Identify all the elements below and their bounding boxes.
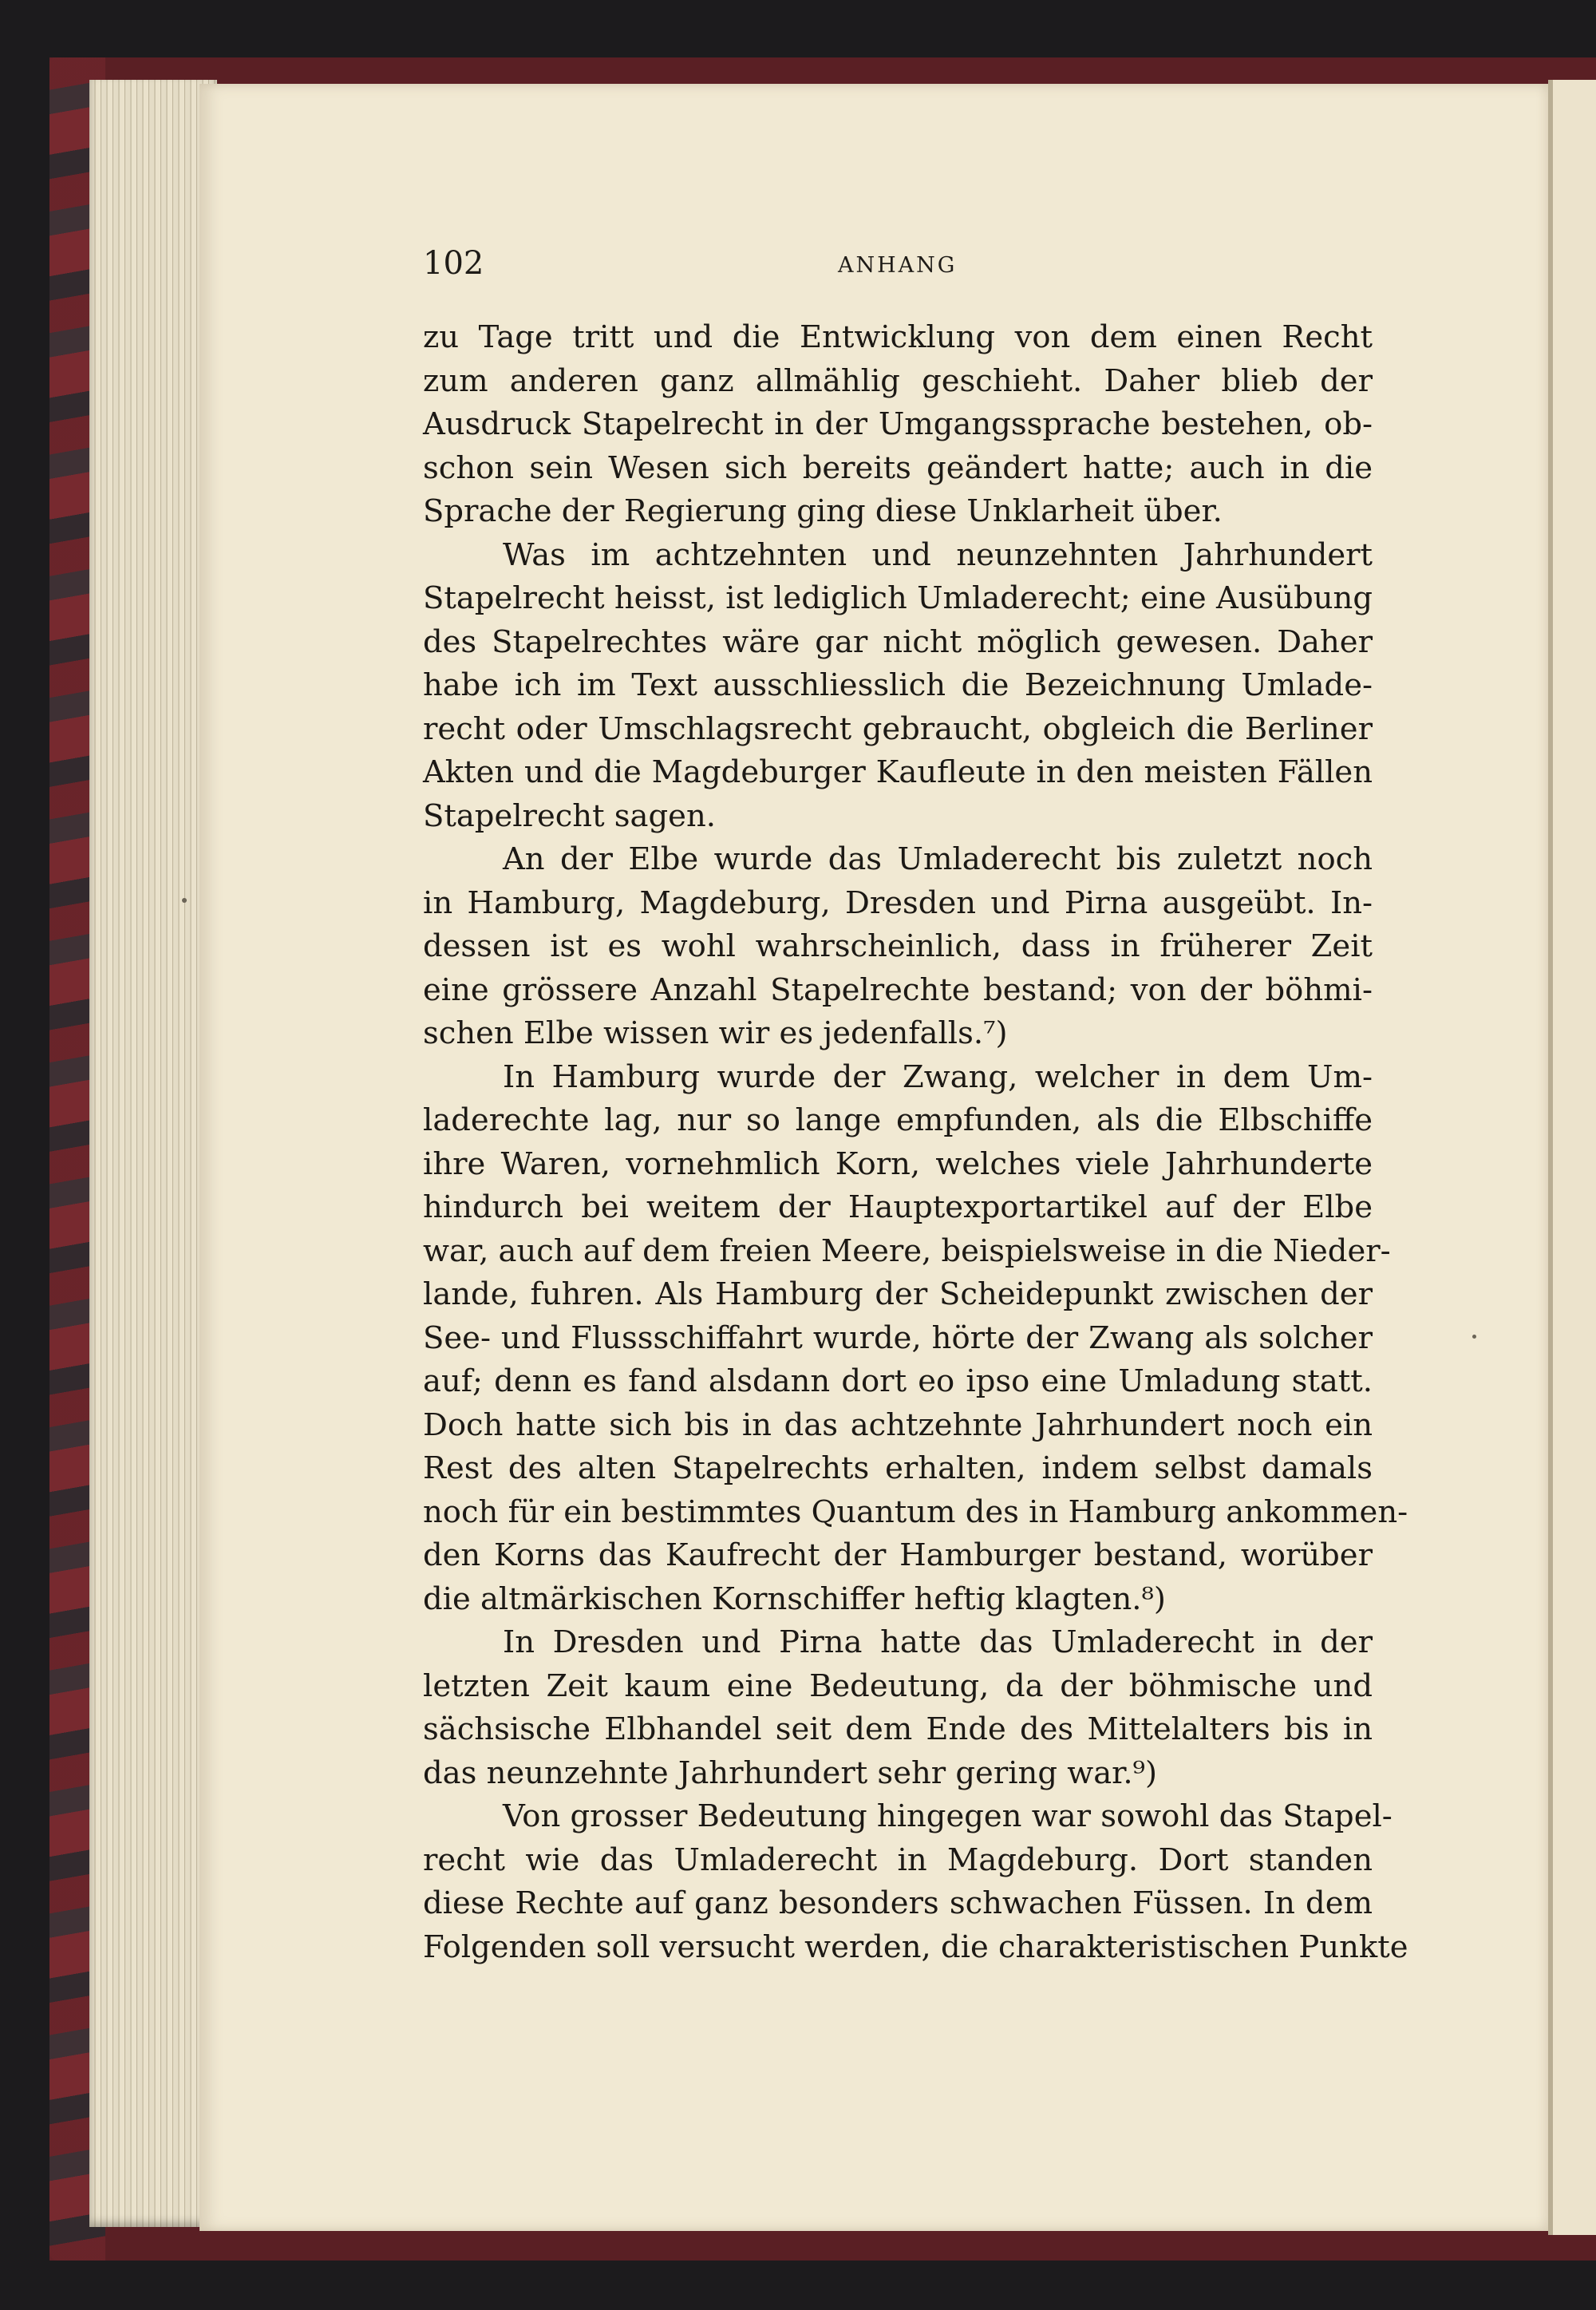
text-line: diese Rechte auf ganz besonders schwachen Füssen. In dem: [423, 1885, 1373, 1921]
text-line: des Stapelrechtes wäre gar nicht möglich gewesen. Daher: [423, 623, 1373, 660]
text-line: eine grössere Anzahl Stapelrechte bestand; von der böhmi-: [423, 971, 1373, 1008]
text-line: Sprache der Regierung ging diese Unklarheit über.: [423, 493, 1223, 529]
text-line: In Dresden und Pirna hatte das Umladerecht in der: [503, 1624, 1373, 1660]
text-line: recht oder Umschlagsrecht gebraucht, obgleich die Berliner: [423, 710, 1373, 747]
text-line: das neunzehnte Jahrhundert sehr gering war.⁹): [423, 1754, 1158, 1791]
page-edges: [89, 80, 217, 2227]
text-line: den Korns das Kaufrecht der Hamburger bestand, worüber: [423, 1537, 1373, 1573]
text-line: Ausdruck Stapelrecht in der Umgangssprache bestehen, ob-: [423, 406, 1373, 442]
text-line: Doch hatte sich bis in das achtzehnte Jahrhundert noch ein: [423, 1406, 1373, 1443]
text-line: die altmärkischen Kornschiffer heftig klagten.⁸): [423, 1580, 1166, 1617]
text-line: laderechte lag, nur so lange empfunden, als die Elbschiffe: [423, 1102, 1373, 1138]
text-line: schon sein Wesen sich bereits geändert hatte; auch in die: [423, 449, 1373, 486]
body-text: [423, 316, 1408, 1969]
text-line: ihre Waren, vornehmlich Korn, welches viele Jahrhunderte: [423, 1145, 1373, 1182]
facing-page-edge: [1548, 80, 1596, 2235]
text-line: war, auch auf dem freien Meere, beispielsweise in die Nieder-: [423, 1232, 1391, 1269]
text-line: Folgenden soll versucht werden, die charakteristischen Punkte: [423, 1928, 1408, 1965]
text-line: recht wie das Umladerecht in Magdeburg. Dort standen: [423, 1841, 1373, 1878]
text-line: Stapelrecht sagen.: [423, 797, 716, 834]
paper-speck: [182, 898, 187, 903]
text-line: hindurch bei weitem der Hauptexportartikel auf der Elbe: [423, 1189, 1373, 1225]
text-line: dessen ist es wohl wahrscheinlich, dass in früherer Zeit: [423, 928, 1373, 964]
text-line: Stapelrecht heisst, ist lediglich Umladerecht; eine Ausübung: [423, 580, 1373, 616]
text-line: See- und Flussschiffahrt wurde, hörte der Zwang als solcher: [423, 1319, 1373, 1356]
text-line: habe ich im Text ausschliesslich die Bezeichnung Umlade-: [423, 667, 1373, 703]
text-line: sächsische Elbhandel seit dem Ende des Mittelalters bis in: [423, 1711, 1373, 1747]
text-line: noch für ein bestimmtes Quantum des in Hamburg ankommen-: [423, 1493, 1408, 1530]
text-line: auf; denn es fand alsdann dort eo ipso eine Umladung statt.: [423, 1363, 1373, 1399]
text-line: Rest des alten Stapelrechts erhalten, indem selbst damals: [423, 1450, 1373, 1486]
page-number: 102: [423, 245, 484, 282]
text-line: Von grosser Bedeutung hingegen war sowohl das Stapel-: [503, 1798, 1393, 1834]
text-line: schen Elbe wissen wir es jedenfalls.⁷): [423, 1015, 1008, 1051]
text-line: letzten Zeit kaum eine Bedeutung, da der böhmische und: [423, 1667, 1373, 1704]
text-line: Akten und die Magdeburger Kaufleute in den meisten Fällen: [423, 754, 1373, 790]
text-line: An der Elbe wurde das Umladerecht bis zuletzt noch: [503, 841, 1373, 877]
text-line: zum anderen ganz allmählig geschieht. Daher blieb der: [423, 362, 1373, 399]
text-line: In Hamburg wurde der Zwang, welcher in dem Um-: [503, 1058, 1373, 1095]
text-line: lande, fuhren. Als Hamburg der Scheidepunkt zwischen der: [423, 1276, 1373, 1312]
text-line: zu Tage tritt und die Entwicklung von dem einen Recht: [423, 319, 1373, 355]
text-line: in Hamburg, Magdeburg, Dresden und Pirna ausgeübt. In-: [423, 884, 1373, 921]
paper-speck: [1472, 1335, 1476, 1339]
text-line: Was im achtzehnten und neunzehnten Jahrhundert: [503, 536, 1373, 573]
page-header: [423, 243, 1373, 291]
running-head: ANHANG: [838, 253, 958, 278]
